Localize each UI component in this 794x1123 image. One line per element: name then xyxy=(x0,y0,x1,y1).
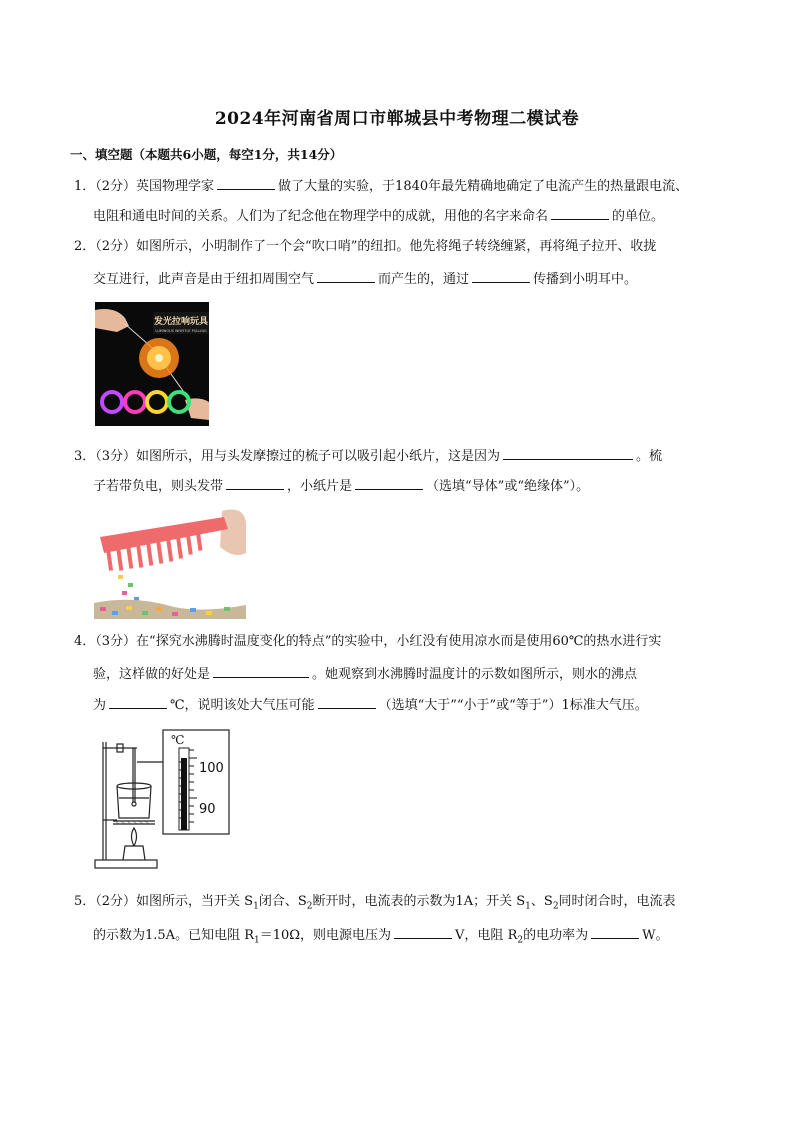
answer-blank[interactable] xyxy=(217,176,275,190)
thermometer-label-90: 90 xyxy=(199,802,216,817)
question-1-line-1: 1．（2分）英国物理学家 做了大量的实验，于1840年最先精确地确定了电流产生的热量跟电流、 xyxy=(74,176,688,196)
answer-blank[interactable] xyxy=(591,925,639,939)
question-3-line-1: 3．（3分）如图所示，用与头发摩擦过的梳子可以吸引起小纸片，这是因为 。梳 xyxy=(74,446,662,466)
answer-blank[interactable] xyxy=(472,269,530,283)
thermometer-label-100: 100 xyxy=(199,761,224,776)
answer-blank[interactable] xyxy=(503,446,633,460)
answer-blank[interactable] xyxy=(226,476,284,490)
comb-paper-photo xyxy=(94,503,246,619)
section-heading: 一、填空题（本题共6小题，每空1分，共14分） xyxy=(70,147,343,162)
question-4-line-1: 4．（3分）在“探究水沸腾时温度变化的特点”的实验中，小红没有使用凉水而是使用60℃的热水进行实 xyxy=(74,634,662,649)
answer-blank[interactable] xyxy=(318,695,376,709)
toy-brand-text: 发光拉响玩具 xyxy=(153,317,209,327)
whistle-button-toy-photo xyxy=(95,302,209,426)
boiling-apparatus-illustration xyxy=(93,728,233,876)
question-3-line-2: 子若带负电，则头发带 ，小纸片是 （选填“导体”或“绝缘体”）。 xyxy=(93,476,589,496)
answer-blank[interactable] xyxy=(394,925,452,939)
thermometer-unit: ℃ xyxy=(171,733,185,747)
answer-blank[interactable] xyxy=(109,695,167,709)
answer-blank[interactable] xyxy=(355,476,423,490)
question-1-line-2: 电阻和通电时间的关系。人们为了纪念他在物理学中的成就，用他的名字来命名 的单位。 xyxy=(93,206,664,226)
question-2-line-2: 交互进行，此声音是由于纽扣周围空气 而产生的，通过 传播到小明耳中。 xyxy=(93,269,637,289)
question-5-line-1: 5．（2分）如图所示，当开关 $S_1$闭合、$S_2$断开时，电流表的示数为1A；开关 $S_1$、$S_2$同时闭合时，电流表 xyxy=(74,894,676,912)
question-5-line-2: 的示数为1.5A。已知电阻 $R_1=10\Omega$，则电源电压为 V，电阻 $R_2$的电功率为 W。 xyxy=(93,925,668,950)
question-4-line-3: 为 ℃，说明该处大气压可能 （选填“大于”“小于”或“等于”）1标准大气压。 xyxy=(93,695,648,715)
toy-illustration xyxy=(95,302,209,426)
boiling-apparatus-figure xyxy=(93,728,233,876)
answer-blank[interactable] xyxy=(551,206,609,220)
question-2-line-1: 2．（2分）如图所示，小明制作了一个会“吹口哨”的纽扣。他先将绳子转绕缠紧，再将绳子拉开、收拢 xyxy=(74,239,657,254)
comb-illustration xyxy=(94,503,246,619)
answer-blank[interactable] xyxy=(317,269,375,283)
answer-blank[interactable] xyxy=(213,664,309,678)
page-title: 2024年河南省周口市郸城县中考物理二模试卷 xyxy=(214,109,580,129)
question-4-line-2: 验，这样做的好处是 。她观察到水沸腾时温度计的示数如图所示，则水的沸点 xyxy=(93,664,637,684)
toy-brand-subtext: LUMINOUS WHISTLE PULLING xyxy=(155,329,207,333)
